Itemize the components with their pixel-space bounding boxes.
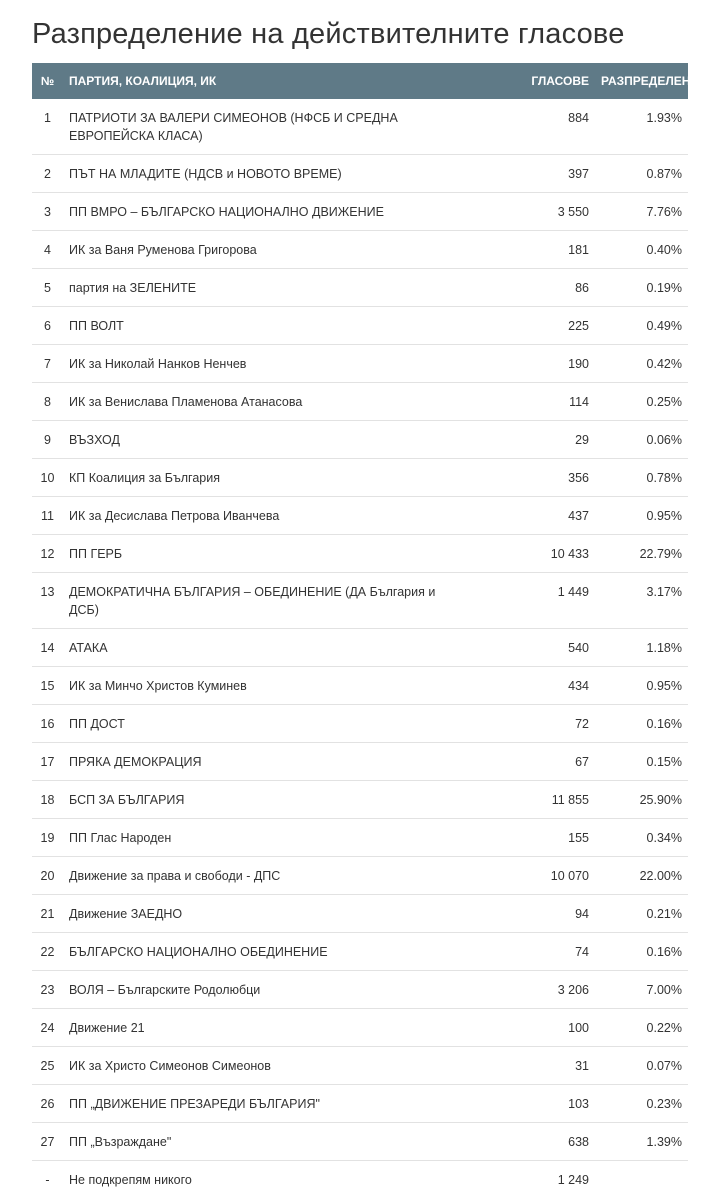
row-votes: 540 <box>495 629 595 667</box>
row-share: 0.23% <box>595 1085 688 1123</box>
header-share: РАЗПРЕДЕЛЕНИЕ <box>595 63 688 99</box>
row-party: ПЪТ НА МЛАДИТЕ (НДСВ и НОВОТО ВРЕМЕ) <box>63 155 495 193</box>
row-votes: 10 070 <box>495 857 595 895</box>
row-party: ИК за Христо Симеонов Симеонов <box>63 1047 495 1085</box>
row-votes: 11 855 <box>495 781 595 819</box>
row-number: 3 <box>32 193 63 231</box>
row-share: 0.49% <box>595 307 688 345</box>
row-votes: 155 <box>495 819 595 857</box>
row-number: 17 <box>32 743 63 781</box>
table-row <box>32 383 688 421</box>
table-row <box>32 193 688 231</box>
row-party: АТАКА <box>63 629 495 667</box>
table-row <box>32 573 688 629</box>
row-votes: 1 249 <box>495 1161 595 1198</box>
row-number: 15 <box>32 667 63 705</box>
table-row <box>32 857 688 895</box>
row-number: 22 <box>32 933 63 971</box>
row-number: 9 <box>32 421 63 459</box>
row-number: 12 <box>32 535 63 573</box>
row-party: ИК за Николай Нанков Ненчев <box>63 345 495 383</box>
row-share: 0.42% <box>595 345 688 383</box>
row-share: 0.16% <box>595 933 688 971</box>
row-party: ПП Глас Народен <box>63 819 495 857</box>
row-party: ПП ВМРО – БЪЛГАРСКО НАЦИОНАЛНО ДВИЖЕНИЕ <box>63 193 495 231</box>
row-party: Движение 21 <box>63 1009 495 1047</box>
row-number: 10 <box>32 459 63 497</box>
row-votes: 356 <box>495 459 595 497</box>
row-number: 13 <box>32 573 63 629</box>
table-row <box>32 1009 688 1047</box>
row-number: 25 <box>32 1047 63 1085</box>
table-row <box>32 421 688 459</box>
table-row <box>32 497 688 535</box>
row-share: 0.87% <box>595 155 688 193</box>
row-party: ИК за Венислава Пламенова Атанасова <box>63 383 495 421</box>
row-share: 0.07% <box>595 1047 688 1085</box>
row-share: 1.39% <box>595 1123 688 1161</box>
row-number: 5 <box>32 269 63 307</box>
row-votes: 100 <box>495 1009 595 1047</box>
table-row <box>32 535 688 573</box>
row-number: 8 <box>32 383 63 421</box>
page-title: Разпределение на действителните гласове <box>32 18 625 51</box>
row-party: БСП ЗА БЪЛГАРИЯ <box>63 781 495 819</box>
table-row <box>32 629 688 667</box>
row-share: 0.22% <box>595 1009 688 1047</box>
row-number: 1 <box>32 99 63 155</box>
row-number: - <box>32 1161 63 1198</box>
table-row <box>32 307 688 345</box>
row-number: 7 <box>32 345 63 383</box>
row-votes: 225 <box>495 307 595 345</box>
row-votes: 72 <box>495 705 595 743</box>
row-votes: 638 <box>495 1123 595 1161</box>
table-row <box>32 971 688 1009</box>
table-row <box>32 895 688 933</box>
header-number: № <box>32 63 63 99</box>
row-share: 0.19% <box>595 269 688 307</box>
row-party: ПАТРИОТИ ЗА ВАЛЕРИ СИМЕОНОВ (НФСБ И СРЕДНА ЕВРОПЕЙСКА КЛАСА) <box>63 99 495 155</box>
table-row <box>32 667 688 705</box>
row-votes: 181 <box>495 231 595 269</box>
table-row <box>32 819 688 857</box>
row-votes: 190 <box>495 345 595 383</box>
row-share <box>595 1161 688 1198</box>
row-number: 23 <box>32 971 63 1009</box>
row-share: 0.15% <box>595 743 688 781</box>
row-number: 14 <box>32 629 63 667</box>
row-number: 20 <box>32 857 63 895</box>
table-row <box>32 1123 688 1161</box>
row-number: 24 <box>32 1009 63 1047</box>
row-party: ВЪЗХОД <box>63 421 495 459</box>
row-party: ПП ДОСТ <box>63 705 495 743</box>
row-number: 6 <box>32 307 63 345</box>
row-votes: 3 206 <box>495 971 595 1009</box>
table-body <box>32 99 688 1198</box>
table-row <box>32 269 688 307</box>
row-number: 2 <box>32 155 63 193</box>
table-row <box>32 1161 688 1198</box>
row-votes: 29 <box>495 421 595 459</box>
row-share: 7.76% <box>595 193 688 231</box>
row-share: 25.90% <box>595 781 688 819</box>
row-votes: 437 <box>495 497 595 535</box>
row-party: Движение ЗАЕДНО <box>63 895 495 933</box>
row-votes: 10 433 <box>495 535 595 573</box>
table-row <box>32 459 688 497</box>
row-party: ВОЛЯ – Българските Родолюбци <box>63 971 495 1009</box>
row-share: 0.34% <box>595 819 688 857</box>
row-votes: 1 449 <box>495 573 595 629</box>
row-votes: 434 <box>495 667 595 705</box>
row-share: 0.40% <box>595 231 688 269</box>
row-share: 1.18% <box>595 629 688 667</box>
row-votes: 114 <box>495 383 595 421</box>
row-share: 0.25% <box>595 383 688 421</box>
row-party: КП Коалиция за България <box>63 459 495 497</box>
row-votes: 31 <box>495 1047 595 1085</box>
table-row <box>32 99 688 155</box>
row-share: 1.93% <box>595 99 688 155</box>
row-party: ИК за Минчо Христов Куминев <box>63 667 495 705</box>
row-party: ИК за Десислава Петрова Иванчева <box>63 497 495 535</box>
table-row <box>32 781 688 819</box>
table-row <box>32 705 688 743</box>
row-share: 0.16% <box>595 705 688 743</box>
row-party: ПП „ДВИЖЕНИЕ ПРЕЗАРЕДИ БЪЛГАРИЯ" <box>63 1085 495 1123</box>
row-number: 11 <box>32 497 63 535</box>
row-number: 26 <box>32 1085 63 1123</box>
row-votes: 94 <box>495 895 595 933</box>
table-row <box>32 231 688 269</box>
row-party: ПП ГЕРБ <box>63 535 495 573</box>
row-party: ПРЯКА ДЕМОКРАЦИЯ <box>63 743 495 781</box>
row-number: 19 <box>32 819 63 857</box>
row-share: 3.17% <box>595 573 688 629</box>
row-number: 27 <box>32 1123 63 1161</box>
row-number: 18 <box>32 781 63 819</box>
row-share: 0.06% <box>595 421 688 459</box>
table-header-row <box>32 63 688 99</box>
row-share: 22.79% <box>595 535 688 573</box>
row-votes: 67 <box>495 743 595 781</box>
row-party: ДЕМОКРАТИЧНА БЪЛГАРИЯ – ОБЕДИНЕНИЕ (ДА България и ДСБ) <box>63 573 495 629</box>
table-row <box>32 155 688 193</box>
row-party: ПП ВОЛТ <box>63 307 495 345</box>
row-votes: 86 <box>495 269 595 307</box>
row-share: 0.95% <box>595 667 688 705</box>
table-row <box>32 1085 688 1123</box>
row-party: БЪЛГАРСКО НАЦИОНАЛНО ОБЕДИНЕНИЕ <box>63 933 495 971</box>
row-share: 7.00% <box>595 971 688 1009</box>
row-party: ИК за Ваня Руменова Григорова <box>63 231 495 269</box>
header-votes: ГЛАСОВЕ <box>495 63 595 99</box>
row-party: Движение за права и свободи - ДПС <box>63 857 495 895</box>
row-votes: 103 <box>495 1085 595 1123</box>
table-row <box>32 743 688 781</box>
header-party: ПАРТИЯ, КОАЛИЦИЯ, ИК <box>63 63 495 99</box>
table-row <box>32 933 688 971</box>
row-party: партия на ЗЕЛЕНИТЕ <box>63 269 495 307</box>
row-votes: 884 <box>495 99 595 155</box>
row-votes: 74 <box>495 933 595 971</box>
row-share: 0.21% <box>595 895 688 933</box>
row-share: 0.95% <box>595 497 688 535</box>
row-number: 16 <box>32 705 63 743</box>
row-share: 0.78% <box>595 459 688 497</box>
row-number: 4 <box>32 231 63 269</box>
row-votes: 3 550 <box>495 193 595 231</box>
results-table <box>32 63 688 1198</box>
row-party: ПП „Възраждане" <box>63 1123 495 1161</box>
row-number: 21 <box>32 895 63 933</box>
row-party: Не подкрепям никого <box>63 1161 495 1198</box>
table-row <box>32 345 688 383</box>
row-votes: 397 <box>495 155 595 193</box>
table-row <box>32 1047 688 1085</box>
row-share: 22.00% <box>595 857 688 895</box>
